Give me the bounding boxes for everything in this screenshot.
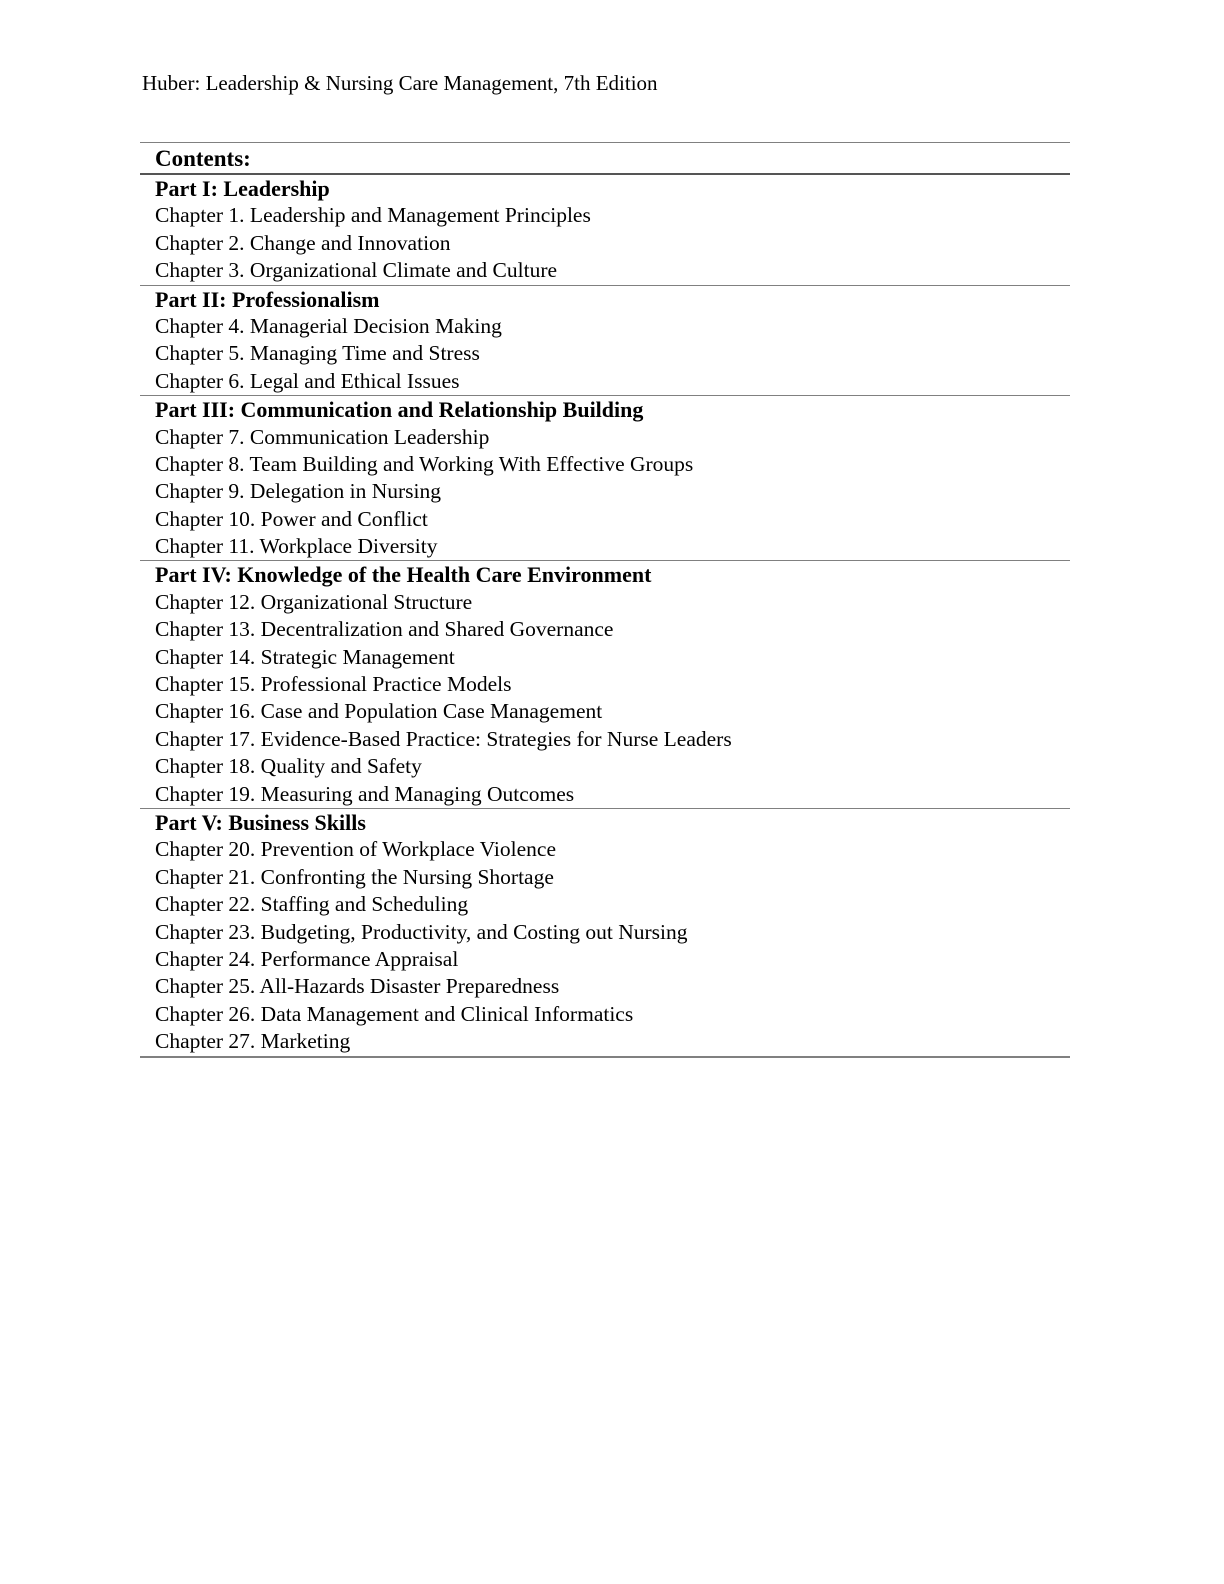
chapter-entry: Chapter 25. All-Hazards Disaster Preparedness <box>155 974 560 999</box>
chapter-entry: Chapter 19. Measuring and Managing Outcomes <box>155 781 575 806</box>
chapter-entry: Chapter 22. Staffing and Scheduling <box>155 892 469 917</box>
running-header: Huber: Leadership & Nursing Care Management, 7th Edition <box>142 71 658 95</box>
part-section <box>140 560 1070 808</box>
chapter-entry: Chapter 7. Communication Leadership <box>155 424 490 449</box>
chapter-entry: Chapter 5. Managing Time and Stress <box>155 341 480 366</box>
part-section <box>140 175 1070 285</box>
part-title: Part V: Business Skills <box>155 809 366 835</box>
part-title: Part III: Communication and Relationship Building <box>155 397 644 423</box>
chapter-entry: Chapter 8. Team Building and Working With Effective Groups <box>155 451 694 476</box>
part-section <box>140 285 1070 396</box>
chapter-entry: Chapter 1. Leadership and Management Principles <box>155 203 591 228</box>
chapter-entry: Chapter 18. Quality and Safety <box>155 754 422 779</box>
chapter-entry: Chapter 23. Budgeting, Productivity, and Costing out Nursing <box>155 919 688 944</box>
table-of-contents <box>140 142 1070 1058</box>
part-title: Part I: Leadership <box>155 176 330 201</box>
chapter-entry: Chapter 17. Evidence-Based Practice: Strategies for Nurse Leaders <box>155 726 732 751</box>
chapter-entry: Chapter 2. Change and Innovation <box>155 230 451 255</box>
chapter-entry: Chapter 11. Workplace Diversity <box>155 534 438 559</box>
chapter-entry: Chapter 20. Prevention of Workplace Violence <box>155 837 556 862</box>
chapter-entry: Chapter 24. Performance Appraisal <box>155 946 459 971</box>
part-title: Part II: Professionalism <box>155 286 380 312</box>
chapter-entry: Chapter 3. Organizational Climate and Culture <box>155 258 558 283</box>
part-title: Part IV: Knowledge of the Health Care Environment <box>155 562 652 588</box>
chapter-entry: Chapter 12. Organizational Structure <box>155 589 473 614</box>
chapter-entry: Chapter 4. Managerial Decision Making <box>155 313 502 338</box>
chapter-entry: Chapter 26. Data Management and Clinical Informatics <box>155 1001 634 1026</box>
part-section <box>140 395 1070 560</box>
chapter-entry: Chapter 14. Strategic Management <box>155 644 455 669</box>
chapter-entry: Chapter 13. Decentralization and Shared Governance <box>155 617 614 642</box>
part-section <box>140 808 1070 1056</box>
chapter-entry: Chapter 9. Delegation in Nursing <box>155 479 442 504</box>
chapter-entry: Chapter 16. Case and Population Case Management <box>155 699 603 724</box>
chapter-entry: Chapter 21. Confronting the Nursing Shortage <box>155 864 554 889</box>
chapter-entry: Chapter 27. Marketing <box>155 1029 351 1054</box>
chapter-entry: Chapter 6. Legal and Ethical Issues <box>155 368 460 393</box>
contents-heading: Contents: <box>140 143 1070 175</box>
chapter-entry: Chapter 10. Power and Conflict <box>155 506 428 531</box>
chapter-entry: Chapter 15. Professional Practice Models <box>155 672 512 697</box>
